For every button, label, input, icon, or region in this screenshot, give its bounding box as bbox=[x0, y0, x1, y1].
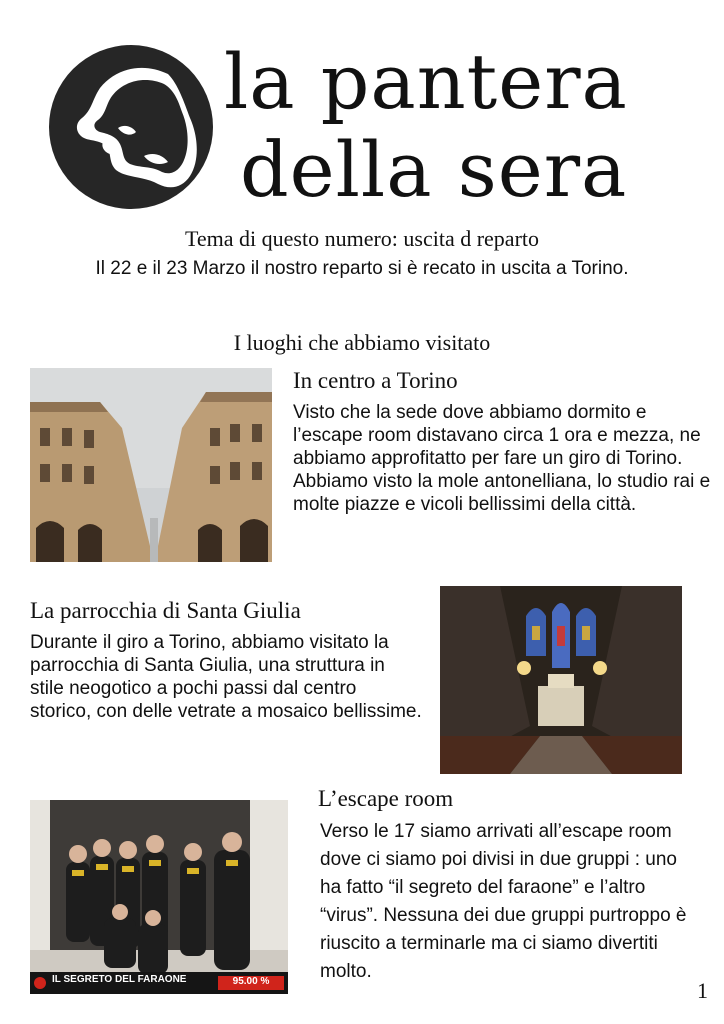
section-body-escape-room: Verso le 17 siamo arrivati all’escape room dove ci siamo poi divisi in due gruppi : uno ha fatto “il segreto del faraone” e l’altro “virus”. Nessuna dei due gruppi purtroppo è riuscito a terminarle ma ci siamo divertiti molto. bbox=[320, 821, 687, 982]
masthead-title bbox=[224, 38, 694, 214]
panther-icon bbox=[48, 44, 214, 210]
masthead-title-line1: la pantera bbox=[224, 37, 628, 126]
section-title-torino: In centro a Torino bbox=[293, 368, 458, 393]
section-body-santa-giulia: Durante il giro a Torino, abbiamo visitato la parrocchia di Santa Giulia, una struttura in stile neogotico a pochi passi dal centro storico, con delle vetrate a mosaico bellissime. bbox=[30, 632, 422, 722]
escape-room-group-photo bbox=[30, 800, 288, 994]
section-body-torino: Visto che la sede dove abbiamo dormito e l’escape room distavano circa 1 ora e mezza, ne abbiamo approfitatto per fare un giro di Torino. Abbiamo visto la mole antonelliana, lo studio rai e molte piazze e vicoli bellissimi della città. bbox=[293, 402, 711, 515]
escape-score-text: 95.00 % bbox=[232, 976, 270, 987]
places-heading: I luoghi che abbiamo visitato bbox=[233, 330, 491, 355]
theme-heading: Tema di questo numero: uscita d reparto bbox=[184, 226, 540, 251]
masthead-title-line2: della sera bbox=[240, 125, 628, 214]
panther-logo bbox=[48, 44, 214, 210]
church-interior-photo bbox=[440, 586, 682, 774]
section-title-santa-giulia: La parrocchia di Santa Giulia bbox=[30, 598, 301, 623]
torino-street-photo bbox=[30, 368, 272, 562]
intro-paragraph: Il 22 e il 23 Marzo il nostro reparto si è recato in uscita a Torino. bbox=[95, 258, 629, 279]
page-number: 1 bbox=[697, 978, 708, 1003]
section-title-escape-room: L’escape room bbox=[318, 786, 454, 811]
escape-banner-text: IL SEGRETO DEL FARAONE bbox=[52, 974, 187, 985]
